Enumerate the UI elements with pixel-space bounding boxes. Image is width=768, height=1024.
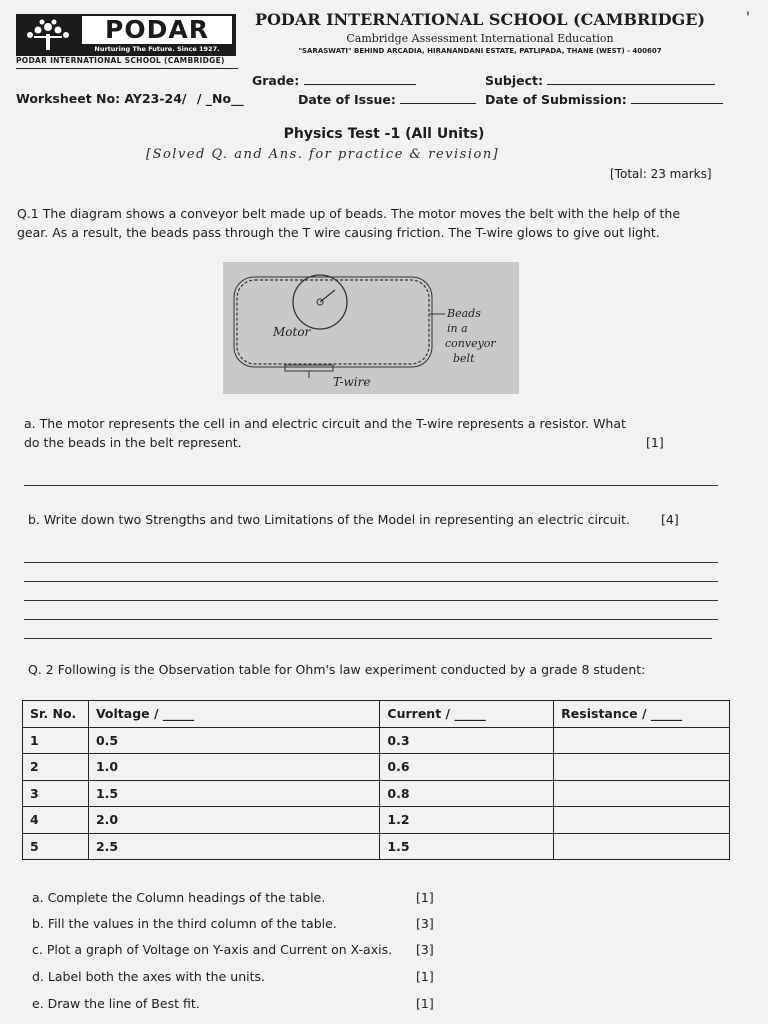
answer-line [24,581,718,582]
cell-voltage: 1.5 [88,780,379,807]
subject-label: Subject: [485,73,543,88]
cell-sr-no: 3 [23,780,89,807]
col-current: Current / _____ [380,701,554,728]
twire-label: T-wire [333,375,371,389]
cell-current: 0.6 [380,754,554,781]
beads-label-line4: belt [453,352,475,365]
q2a-marks: [1] [416,890,434,905]
subject-blank [547,72,715,85]
col-resistance: Resistance / _____ [554,701,730,728]
q1a-marks: [1] [646,435,664,450]
table-row [23,754,730,781]
date-submission-field [485,91,723,107]
cell-current: 0.8 [380,780,554,807]
corner-mark: ' [746,10,750,26]
conveyor-belt-diagram [223,262,519,394]
cell-resistance [554,833,730,860]
date-submission-label: Date of Submission: [485,92,627,107]
worksheet-field [16,91,244,106]
grade-field [252,72,416,88]
answer-line [24,619,718,620]
answer-line [24,600,718,601]
beads-label-line3: conveyor [445,337,496,350]
exam-board: Cambridge Assessment International Education [346,32,614,45]
school-name: PODAR INTERNATIONAL SCHOOL (CAMBRIDGE) [254,10,706,29]
cell-sr-no: 1 [23,727,89,754]
q1a-text: a. The motor represents the cell in and electric circuit and the T-wire represents a resistor. What do the beads in the belt represent. [24,416,626,450]
motor-label: Motor [273,325,311,339]
table-row [23,780,730,807]
cell-voltage: 2.0 [88,807,379,834]
grade-label: Grade: [252,73,300,88]
col-voltage: Voltage / _____ [88,701,379,728]
logo-subtitle: PODAR INTERNATIONAL SCHOOL (CAMBRIDGE) [16,56,225,65]
date-submission-blank [631,91,723,104]
answer-line [24,638,712,639]
q2a-text: a. Complete the Column headings of the table. [32,890,326,905]
cell-resistance [554,754,730,781]
grade-blank [304,72,416,85]
school-address: "SARASWATI" BEHIND ARCADIA, HIRANANDANI ESTATE, PATLIPADA, THANE (WEST) - 400607 [298,47,662,55]
q2e-text: e. Draw the line of Best fit. [32,996,200,1011]
test-title: Physics Test -1 (All Units) [283,126,485,142]
q1-text: Q.1 The diagram shows a conveyor belt made up of beads. The motor moves the belt with the help of the gear. As a result, the beads pass through the T wire causing friction. The T-wire glows to give out light. [17,206,681,240]
school-logo [16,14,236,56]
logo-wordmark: PODAR [82,16,232,44]
table-header-row [23,701,730,728]
cell-current: 0.3 [380,727,554,754]
answer-line [24,485,718,486]
observation-table [22,700,730,860]
cell-sr-no: 5 [23,833,89,860]
q2c-marks: [3] [416,942,434,957]
table-row [23,727,730,754]
q2c-text: c. Plot a graph of Voltage on Y-axis and Current on X-axis. [32,942,393,957]
tree-icon [20,18,76,52]
conveyor-belt-drawing [223,262,519,394]
answer-line [24,562,718,563]
date-issue-blank [400,91,476,104]
cell-sr-no: 2 [23,754,89,781]
q2-text: Q. 2 Following is the Observation table for Ohm's law experiment conducted by a grade 8 student: [28,662,646,677]
cell-resistance [554,807,730,834]
subject-field [485,72,715,88]
date-issue-label: Date of Issue: [298,92,396,107]
beads-label-line1: Beads [447,307,481,320]
cell-voltage: 0.5 [88,727,379,754]
total-marks: [Total: 23 marks] [610,167,712,181]
table-row [23,833,730,860]
cell-resistance [554,727,730,754]
cell-resistance [554,780,730,807]
q1b-text: b. Write down two Strengths and two Limitations of the Model in representing an electric circuit. [28,512,630,527]
cell-voltage: 1.0 [88,754,379,781]
cell-sr-no: 4 [23,807,89,834]
q2d-marks: [1] [416,969,434,984]
worksheet-label: Worksheet No: AY23-24/ [16,91,187,106]
logo-tagline: Nurturing The Future. Since 1927. [94,45,220,53]
q2b-text: b. Fill the values in the third column of the table. [32,916,337,931]
q1b-marks: [4] [661,512,679,527]
cell-current: 1.2 [380,807,554,834]
beads-label-line2: in a [447,322,468,335]
table-row [23,807,730,834]
col-sr-no: Sr. No. [23,701,89,728]
q2d-text: d. Label both the axes with the units. [32,969,265,984]
date-issue-field [298,91,476,107]
q2e-marks: [1] [416,996,434,1011]
cell-current: 1.5 [380,833,554,860]
cell-voltage: 2.5 [88,833,379,860]
logo-divider [16,68,238,69]
handwritten-note: [Solved Q. and Ans. for practice & revision] [146,147,500,162]
q2b-marks: [3] [416,916,434,931]
worksheet-number: / _No__ [196,91,244,106]
